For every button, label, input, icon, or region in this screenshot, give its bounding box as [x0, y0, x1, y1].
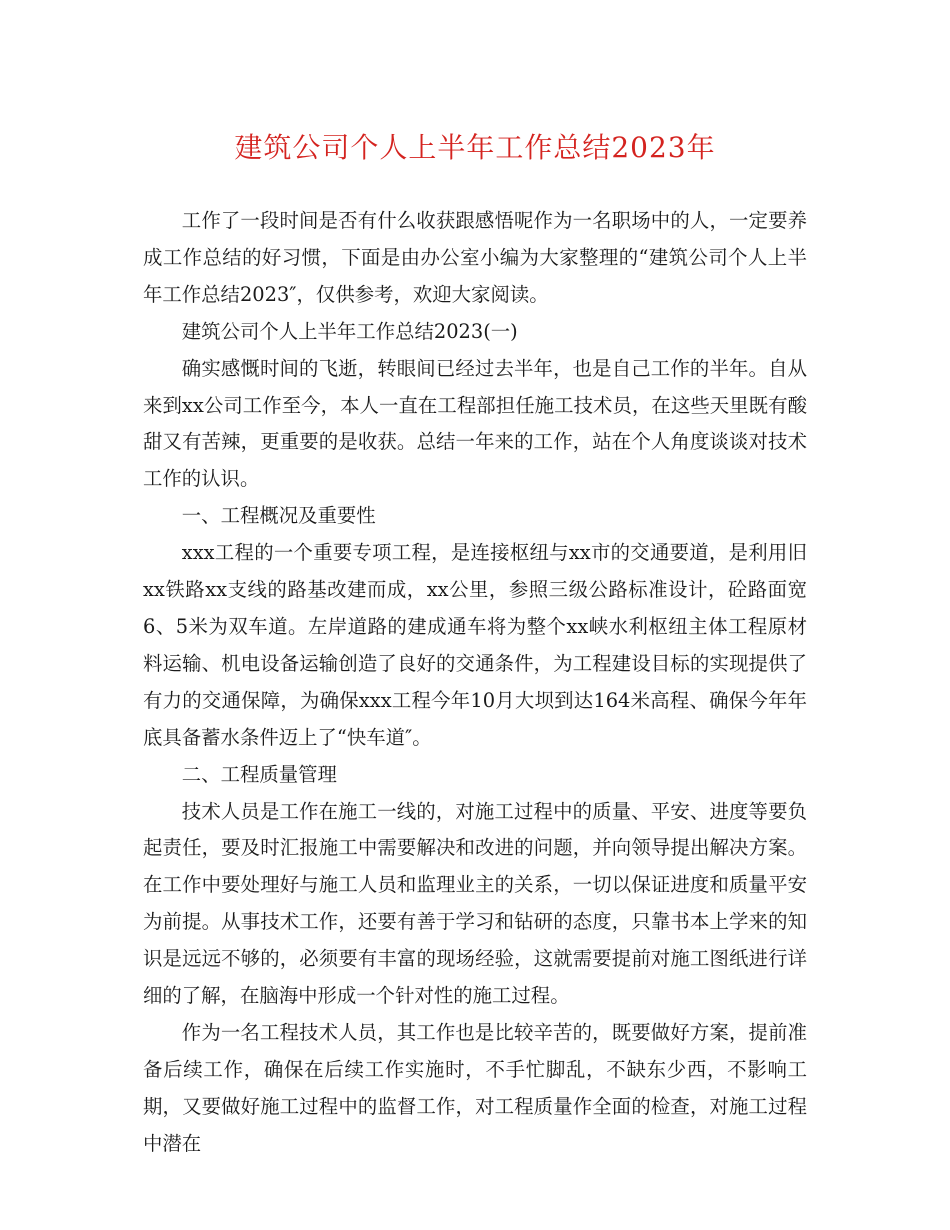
paragraph-opening: 确实感慨时间的飞逝，转眼间已经过去半年，也是自己工作的半年。自从来到xx公司工作至今，本人一直在工程部担任施工技术员，在这些天里既有酸甜又有苦辣，更重要的是收获。总结一年来的工作，站在个人角度谈谈对技术工作的认识。 [143, 356, 807, 491]
paragraph-intro: 工作了一段时间是否有什么收获跟感悟呢作为一名职场中的人，一定要养成工作总结的好习惯，下面是由办公室小编为大家整理的“建筑公司个人上半年工作总结2023″，仅供参考，欢迎大家阅读。 [143, 209, 807, 306]
paragraph-quality: 技术人员是工作在施工一线的，对施工过程中的质量、平安、进度等要负起责任，要及时汇报施工中需要解决和改进的问题，并向领导提出解决方案。在工作中要处理好与施工人员和监理业主的关系，一切以保证进度和质量平安为前提。从事技术工作，还要有善于学习和钻研的态度，只靠书本上学来的知识是远远不够的，必须要有丰富的现场经验，这就需要提前对施工图纸进行详细的了解，在脑海中形成一个针对性的施工过程。 [143, 799, 807, 1008]
document-title: 建筑公司个人上半年工作总结2023年 [234, 131, 716, 164]
document-body [143, 203, 807, 1163]
section-heading-overview: 一、工程概况及重要性 [181, 504, 376, 528]
paragraph-subtitle: 建筑公司个人上半年工作总结2023(一) [181, 319, 518, 343]
section-heading-quality: 二、工程质量管理 [181, 762, 337, 786]
paragraph-duties: 作为一名工程技术人员，其工作也是比较辛苦的，既要做好方案，提前准备后续工作，确保在后续工作实施时，不手忙脚乱，不缺东少西，不影响工期，又要做好施工过程中的监督工作，对工程质量作全面的检查，对施工过程中潜在 [143, 1020, 807, 1155]
paragraph-overview: xxx工程的一个重要专项工程，是连接枢纽与xx市的交通要道，是利用旧xx铁路xx支线的路基改建而成，xx公里，参照三级公路标准设计，砼路面宽6、5米为双车道。左岸道路的建成通车将为整个xx峡水利枢纽主体工程原材料运输、机电设备运输创造了良好的交通条件，为工程建设目标的实现提供了有力的交通保障，为确保xxx工程今年10月大坝到达164米高程、确保今年年底具备蓄水条件迈上了“快车道″。 [143, 541, 807, 749]
